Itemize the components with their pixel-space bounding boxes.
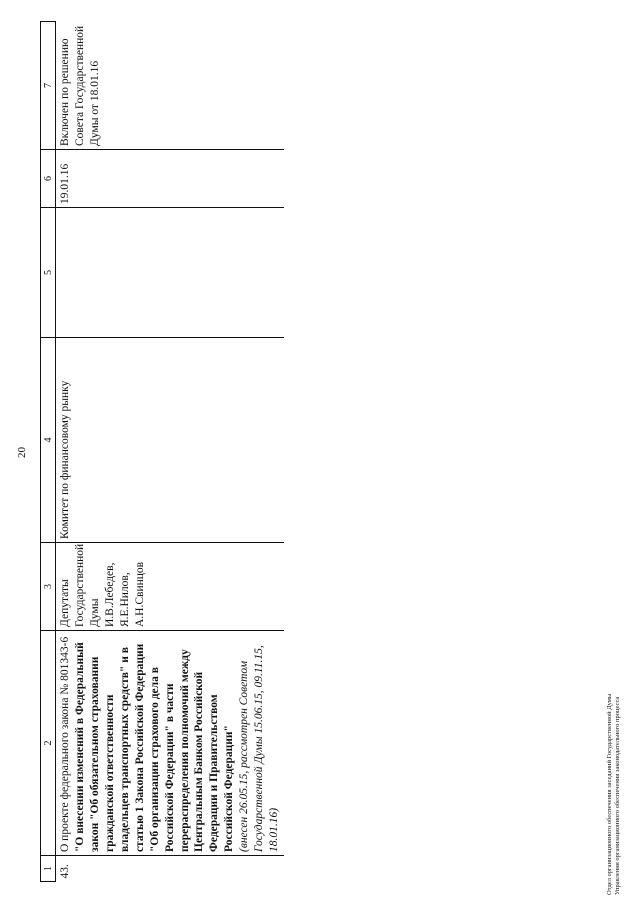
- column-header-3: 3: [41, 543, 56, 631]
- column-header-5: 5: [41, 208, 56, 338]
- inclusion-note-cell: Включен по решению Совета Государственной Думы от 18.01.16: [56, 22, 285, 150]
- footer-line-2: Управления организационного обеспечения законодательного процесса: [614, 696, 622, 895]
- row-number: 43.: [59, 864, 71, 879]
- column-header-2: 2: [41, 631, 56, 856]
- header-row: [41, 22, 56, 882]
- footer: [606, 694, 622, 895]
- bill-title-cell: [56, 631, 285, 856]
- page-number: 20: [16, 447, 28, 458]
- bill-title: "О внесении изменений в Федеральный закон "Об обязательном страховании гражданской ответственности владельцев транспортных средств" и в статью 1 Закона Российской Федерации "Об организации страхового дела в Российской Федерации" в части перераспределения полномочий между Центральным Банком Российской Федерации и Правительством Российской Федерации": [73, 642, 236, 852]
- committee-cell: Комитет по финансовому рынку: [56, 338, 285, 543]
- column-header-1: 1: [41, 856, 56, 882]
- column-5-cell: [56, 208, 285, 338]
- agenda-table: [40, 21, 284, 882]
- column-header-6: 6: [41, 150, 56, 208]
- table-row: [56, 22, 285, 882]
- bill-history-note: (внесен 26.05.15, рассмотрен Советом Государственной Думы 15.06.15, 09.11.15, 18.01.16): [238, 645, 281, 852]
- column-header-4: 4: [41, 338, 56, 543]
- footer-line-1: Отдел организационного обеспечения заседаний Государственной Думы: [606, 693, 613, 895]
- bill-title-lead: О проекте федерального закона № 801343-6: [59, 636, 71, 852]
- date-cell: 19.01.16: [56, 150, 285, 208]
- initiators-cell: Депутаты Государственной Думы И.В.Лебедев, Я.Е.Нилов, А.Н.Свинцов: [56, 543, 285, 631]
- column-header-7: 7: [41, 22, 56, 150]
